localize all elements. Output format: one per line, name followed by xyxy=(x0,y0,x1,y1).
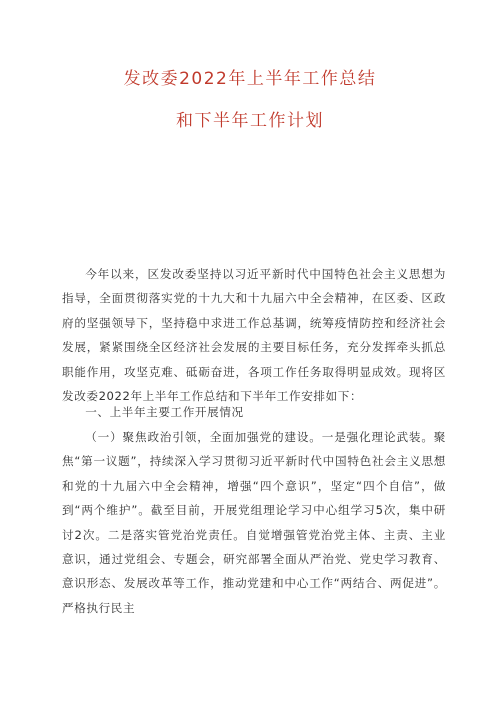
body-paragraph: （一）聚焦政治引领，全面加强党的建设。一是强化理论武装。聚焦“第一议题”，持续深入学习贯彻习近平新时代中国特色社会主义思想和党的十九届六中全会精神，增强“四个意识”，坚定“四个自信”，做到“两个维护”。截至目前，开展党组理论学习中心组学习5次，集中研讨2次。二是落实管党治党责任。自觉增强管党治党主体、主责、主业意识，通过党组会、专题会，研究部署全面从严治党、党史学习教育、意识形态、发展改革等工作，推动党建和中心工作“两结合、两促进”。严格执行民主 xyxy=(62,430,446,615)
document-title-line-2: 和下半年工作计划 xyxy=(176,111,324,131)
section-heading: 一、上半年主要工作开展情况 xyxy=(85,405,244,419)
intro-paragraph: 今年以来，区发改委坚持以习近平新时代中国特色社会主义思想为指导，全面贯彻落实党的十九大和十九届六中全会精神，在区委、区政府的坚强领导下，坚持稳中求进工作总基调，统筹疫情防控和经济社会发展，紧紧围绕全区经济社会发展的主要目标任务，充分发挥牵头抓总职能作用，攻坚克难、砥砺奋进，各项工作任务取得明显成效。现将区发改委2022年上半年工作总结和下半年工作安排如下： xyxy=(62,267,446,404)
document-title-line-1: 发改委2022年上半年工作总结 xyxy=(123,69,377,89)
